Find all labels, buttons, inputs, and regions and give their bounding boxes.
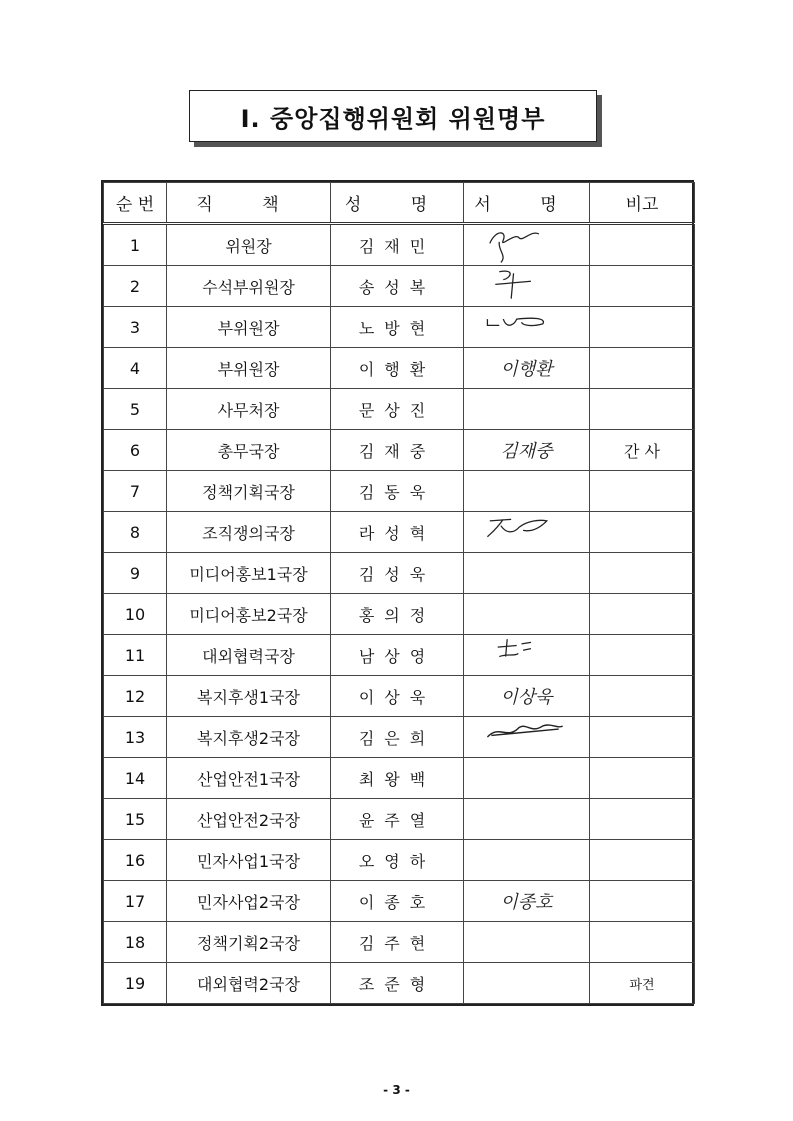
row-remark xyxy=(590,594,695,635)
handwritten-signature xyxy=(464,307,590,348)
row-number: 16 xyxy=(104,840,167,881)
table-row xyxy=(104,389,695,430)
row-number: 2 xyxy=(104,266,167,307)
row-position: 복지후생1국장 xyxy=(167,676,331,717)
signature-scribble xyxy=(472,718,582,756)
table-row xyxy=(104,553,695,594)
row-number: 4 xyxy=(104,348,167,389)
page-number: - 3 - xyxy=(383,1083,410,1097)
row-position: 산업안전2국장 xyxy=(167,799,331,840)
table-row xyxy=(104,512,695,553)
row-signature xyxy=(464,471,590,512)
row-position: 대외협력국장 xyxy=(167,635,331,676)
row-remark: 파견 xyxy=(590,963,695,1004)
row-number: 8 xyxy=(104,512,167,553)
handwritten-signature xyxy=(464,224,590,266)
row-number: 6 xyxy=(104,430,167,471)
row-position: 부위원장 xyxy=(167,307,331,348)
table-row xyxy=(104,635,695,676)
table-row xyxy=(104,922,695,963)
table-row xyxy=(104,307,695,348)
row-position: 대외협력2국장 xyxy=(167,963,331,1004)
row-number: 14 xyxy=(104,758,167,799)
member-roster-table xyxy=(101,180,694,1006)
row-remark xyxy=(590,348,695,389)
row-position: 미디어홍보2국장 xyxy=(167,594,331,635)
row-number: 18 xyxy=(104,922,167,963)
header-name: 성 명 xyxy=(331,183,464,224)
handwritten-signature xyxy=(464,266,590,307)
row-remark xyxy=(590,224,695,266)
table-row xyxy=(104,840,695,881)
handwritten-signature xyxy=(464,635,590,676)
row-name: 김은희 xyxy=(331,717,464,758)
table-row xyxy=(104,266,695,307)
row-signature xyxy=(464,389,590,430)
table-header-row xyxy=(104,183,695,224)
table-row xyxy=(104,963,695,1004)
row-signature xyxy=(464,963,590,1004)
row-signature xyxy=(464,922,590,963)
header-no: 순 번 xyxy=(104,183,167,224)
row-remark xyxy=(590,758,695,799)
row-name: 남상영 xyxy=(331,635,464,676)
row-name: 송성복 xyxy=(331,266,464,307)
row-number: 13 xyxy=(104,717,167,758)
row-number: 10 xyxy=(104,594,167,635)
row-remark xyxy=(590,799,695,840)
row-remark xyxy=(590,922,695,963)
row-number: 5 xyxy=(104,389,167,430)
table-row xyxy=(104,471,695,512)
row-position: 산업안전1국장 xyxy=(167,758,331,799)
row-number: 3 xyxy=(104,307,167,348)
table-row xyxy=(104,594,695,635)
row-position: 민자사업2국장 xyxy=(167,881,331,922)
table-row xyxy=(104,799,695,840)
table-row xyxy=(104,881,695,922)
table-row xyxy=(104,430,695,471)
table-row xyxy=(104,224,695,266)
row-remark xyxy=(590,840,695,881)
row-position: 사무처장 xyxy=(167,389,331,430)
row-position: 정책기획국장 xyxy=(167,471,331,512)
table-row xyxy=(104,758,695,799)
signature-scribble xyxy=(472,267,582,305)
row-signature: 이상욱 xyxy=(464,676,590,717)
handwritten-signature xyxy=(464,512,590,553)
row-name: 김동욱 xyxy=(331,471,464,512)
header-position: 직 책 xyxy=(167,183,331,224)
row-position: 복지후생2국장 xyxy=(167,717,331,758)
row-number: 9 xyxy=(104,553,167,594)
row-name: 김성욱 xyxy=(331,553,464,594)
row-remark xyxy=(590,471,695,512)
row-remark xyxy=(590,635,695,676)
document-title: Ⅰ. 중앙집행위원회 위원명부 xyxy=(189,90,597,142)
header-remark: 비고 xyxy=(590,183,695,224)
row-remark xyxy=(590,266,695,307)
row-position: 수석부위원장 xyxy=(167,266,331,307)
row-signature xyxy=(464,799,590,840)
signature-scribble xyxy=(472,636,582,674)
row-number: 15 xyxy=(104,799,167,840)
title-frame xyxy=(189,90,599,144)
header-signature: 서 명 xyxy=(464,183,590,224)
row-remark xyxy=(590,307,695,348)
row-remark xyxy=(590,553,695,594)
row-name: 김재중 xyxy=(331,430,464,471)
row-name: 라성혁 xyxy=(331,512,464,553)
row-signature: 이종호 xyxy=(464,881,590,922)
row-position: 총무국장 xyxy=(167,430,331,471)
row-name: 홍의정 xyxy=(331,594,464,635)
table-row xyxy=(104,717,695,758)
row-name: 이상욱 xyxy=(331,676,464,717)
row-remark xyxy=(590,717,695,758)
row-signature xyxy=(464,758,590,799)
row-position: 부위원장 xyxy=(167,348,331,389)
row-name: 윤주열 xyxy=(331,799,464,840)
row-name: 최왕백 xyxy=(331,758,464,799)
row-signature xyxy=(464,840,590,881)
signature-scribble xyxy=(472,513,582,551)
row-name: 문상진 xyxy=(331,389,464,430)
row-name: 이종호 xyxy=(331,881,464,922)
table-row xyxy=(104,676,695,717)
row-name: 이행환 xyxy=(331,348,464,389)
row-position: 조직쟁의국장 xyxy=(167,512,331,553)
row-number: 19 xyxy=(104,963,167,1004)
row-position: 정책기획2국장 xyxy=(167,922,331,963)
row-name: 오영하 xyxy=(331,840,464,881)
row-number: 12 xyxy=(104,676,167,717)
row-remark xyxy=(590,389,695,430)
row-remark xyxy=(590,881,695,922)
table-row xyxy=(104,348,695,389)
row-position: 미디어홍보1국장 xyxy=(167,553,331,594)
row-signature: 김재중 xyxy=(464,430,590,471)
row-name: 김재민 xyxy=(331,224,464,266)
row-number: 11 xyxy=(104,635,167,676)
row-remark xyxy=(590,676,695,717)
signature-scribble xyxy=(472,308,582,346)
row-name: 김주현 xyxy=(331,922,464,963)
row-name: 노방현 xyxy=(331,307,464,348)
row-position: 민자사업1국장 xyxy=(167,840,331,881)
row-name: 조준형 xyxy=(331,963,464,1004)
row-signature xyxy=(464,553,590,594)
row-signature: 이행환 xyxy=(464,348,590,389)
row-number: 7 xyxy=(104,471,167,512)
row-position: 위원장 xyxy=(167,224,331,266)
row-remark: 간 사 xyxy=(590,430,695,471)
row-signature xyxy=(464,594,590,635)
handwritten-signature xyxy=(464,717,590,758)
row-remark xyxy=(590,512,695,553)
signature-scribble xyxy=(472,226,582,264)
row-number: 17 xyxy=(104,881,167,922)
row-number: 1 xyxy=(104,224,167,266)
